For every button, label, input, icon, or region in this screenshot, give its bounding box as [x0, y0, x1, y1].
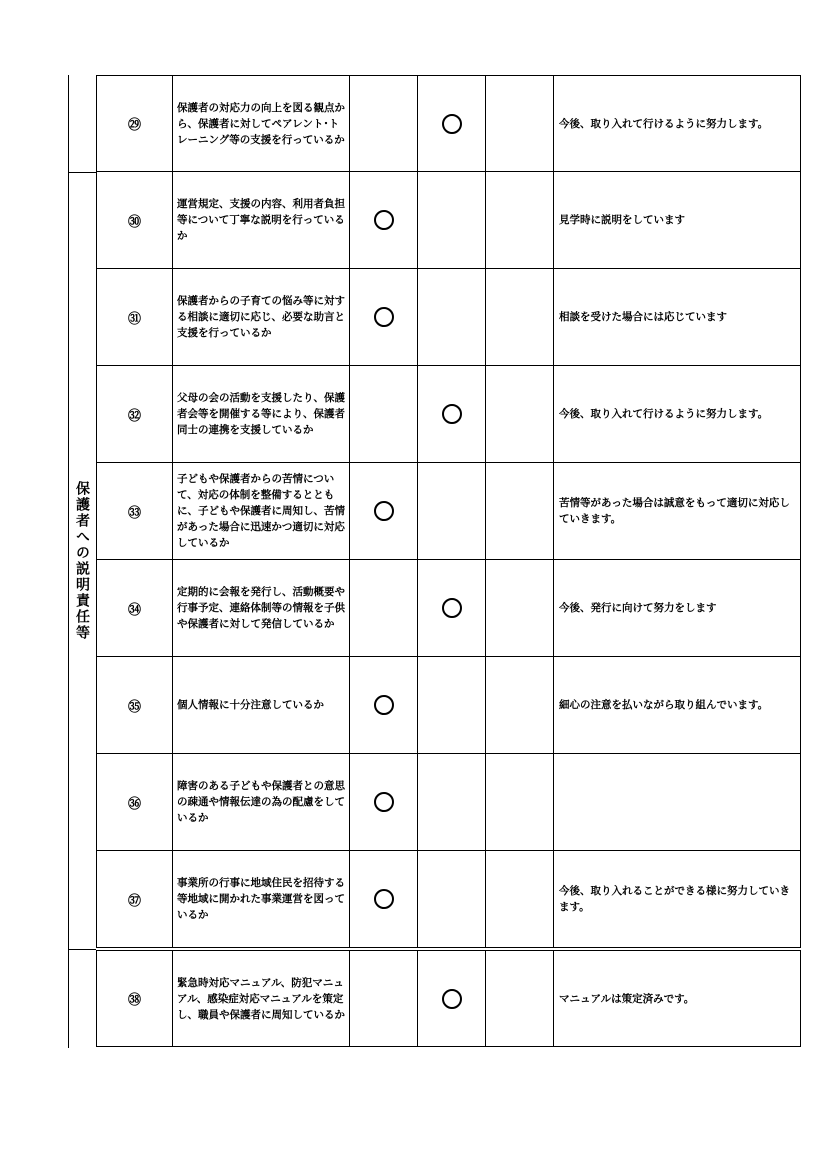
circle-mark-icon	[374, 307, 394, 327]
circle-mark-icon	[374, 695, 394, 715]
table-row	[96, 657, 801, 754]
question-text: 運営規定、支援の内容、利用者負担等について丁寧な説明を行っているか	[172, 172, 349, 268]
question-text: 父母の会の活動を支援したり、保護者会等を開催する等により、保護者同士の連携を支援しているか	[172, 366, 349, 462]
group-label	[68, 172, 96, 949]
note-text: 今後、取り入れて行けるように努力します。	[553, 366, 802, 462]
answer-no-cell	[485, 657, 553, 753]
circle-mark-icon	[374, 210, 394, 230]
answer-partial-cell	[417, 172, 485, 268]
table-row	[96, 754, 801, 851]
answer-no-cell	[485, 951, 553, 1046]
table-row	[96, 560, 801, 657]
note-text: 今後、取り入れることができる様に努力していきます。	[553, 851, 802, 947]
circle-mark-icon	[442, 114, 462, 134]
answer-partial-cell	[417, 851, 485, 947]
answer-yes-cell	[349, 657, 417, 753]
answer-yes-cell	[349, 76, 417, 171]
answer-yes-cell	[349, 366, 417, 462]
answer-yes-cell	[349, 269, 417, 365]
circle-mark-icon	[442, 404, 462, 424]
answer-partial-cell	[417, 463, 485, 559]
answer-no-cell	[485, 851, 553, 947]
answer-yes-cell	[349, 560, 417, 656]
answer-no-cell	[485, 754, 553, 850]
item-number: ㉟	[127, 699, 141, 715]
note-text: 今後、取り入れて行けるように努力します。	[553, 76, 802, 171]
note-text	[553, 754, 802, 850]
answer-yes-cell	[349, 463, 417, 559]
item-number: ㉙	[127, 118, 141, 133]
note-text: 細心の注意を払いながら取り組んでいます。	[553, 657, 802, 753]
answer-yes-cell	[349, 851, 417, 947]
note-text: 苦情等があった場合は誠意をもって適切に対応していきます。	[553, 463, 802, 559]
table-row	[96, 172, 801, 269]
question-text: 保護者からの子育ての悩み等に対する相談に適切に応じ、必要な助言と支援を行っているか	[172, 269, 349, 365]
note-text: マニュアルは策定済みです。	[553, 951, 802, 1046]
group-divider	[68, 75, 69, 172]
circle-mark-icon	[374, 501, 394, 521]
item-number: ㉞	[127, 602, 141, 618]
table-row	[96, 950, 801, 1047]
table-row	[96, 463, 801, 560]
note-text: 今後、発行に向けて努力をします	[553, 560, 802, 656]
answer-yes-cell	[349, 951, 417, 1046]
question-text: 子どもや保護者からの苦情について、対応の体制を整備するとともに、子どもや保護者に周知し、苦情があった場合に迅速かつ適切に対応しているか	[172, 463, 349, 559]
answer-partial-cell	[417, 754, 485, 850]
table-row	[96, 269, 801, 366]
answer-partial-cell	[417, 366, 485, 462]
answer-partial-cell	[417, 657, 485, 753]
item-number: ㊲	[127, 893, 141, 909]
circle-mark-icon	[374, 889, 394, 909]
item-number: ㊳	[127, 993, 141, 1008]
answer-partial-cell	[417, 560, 485, 656]
note-text: 見学時に説明をしています	[553, 172, 802, 268]
item-number: ㉝	[127, 505, 141, 521]
answer-no-cell	[485, 366, 553, 462]
group-bottom-border	[68, 949, 96, 950]
table-row	[96, 75, 801, 172]
item-number: ㉛	[127, 311, 141, 327]
item-number: ㉚	[127, 214, 141, 230]
answer-no-cell	[485, 269, 553, 365]
group-label-text: 保護者への説明責任等	[74, 480, 90, 641]
answer-no-cell	[485, 172, 553, 268]
question-text: 定期的に会報を発行し、活動概要や行事予定、連絡体制等の情報を子供や保護者に対して発信しているか	[172, 560, 349, 656]
answer-yes-cell	[349, 172, 417, 268]
question-text: 事業所の行事に地域住民を招待する等地域に開かれた事業運営を図っているか	[172, 851, 349, 947]
answer-no-cell	[485, 76, 553, 171]
table-row	[96, 851, 801, 948]
answer-no-cell	[485, 560, 553, 656]
question-text: 緊急時対応マニュアル、防犯マニュアル、感染症対応マニュアルを策定し、職員や保護者に周知しているか	[172, 951, 349, 1046]
answer-partial-cell	[417, 76, 485, 171]
circle-mark-icon	[374, 792, 394, 812]
answer-partial-cell	[417, 269, 485, 365]
question-text: 保護者の対応力の向上を図る観点から、保護者に対してペアレント･トレーニング等の支援を行っているか	[172, 76, 349, 171]
question-text: 個人情報に十分注意しているか	[172, 657, 349, 753]
question-text: 障害のある子どもや保護者との意思の疎通や情報伝達の為の配慮をしているか	[172, 754, 349, 850]
table-row	[96, 366, 801, 463]
answer-partial-cell	[417, 951, 485, 1046]
group-divider	[68, 950, 69, 1048]
item-number: ㉜	[127, 408, 141, 424]
note-text: 相談を受けた場合には応じています	[553, 269, 802, 365]
circle-mark-icon	[442, 989, 462, 1009]
answer-yes-cell	[349, 754, 417, 850]
item-number: ㊱	[127, 796, 141, 812]
answer-no-cell	[485, 463, 553, 559]
circle-mark-icon	[442, 598, 462, 618]
